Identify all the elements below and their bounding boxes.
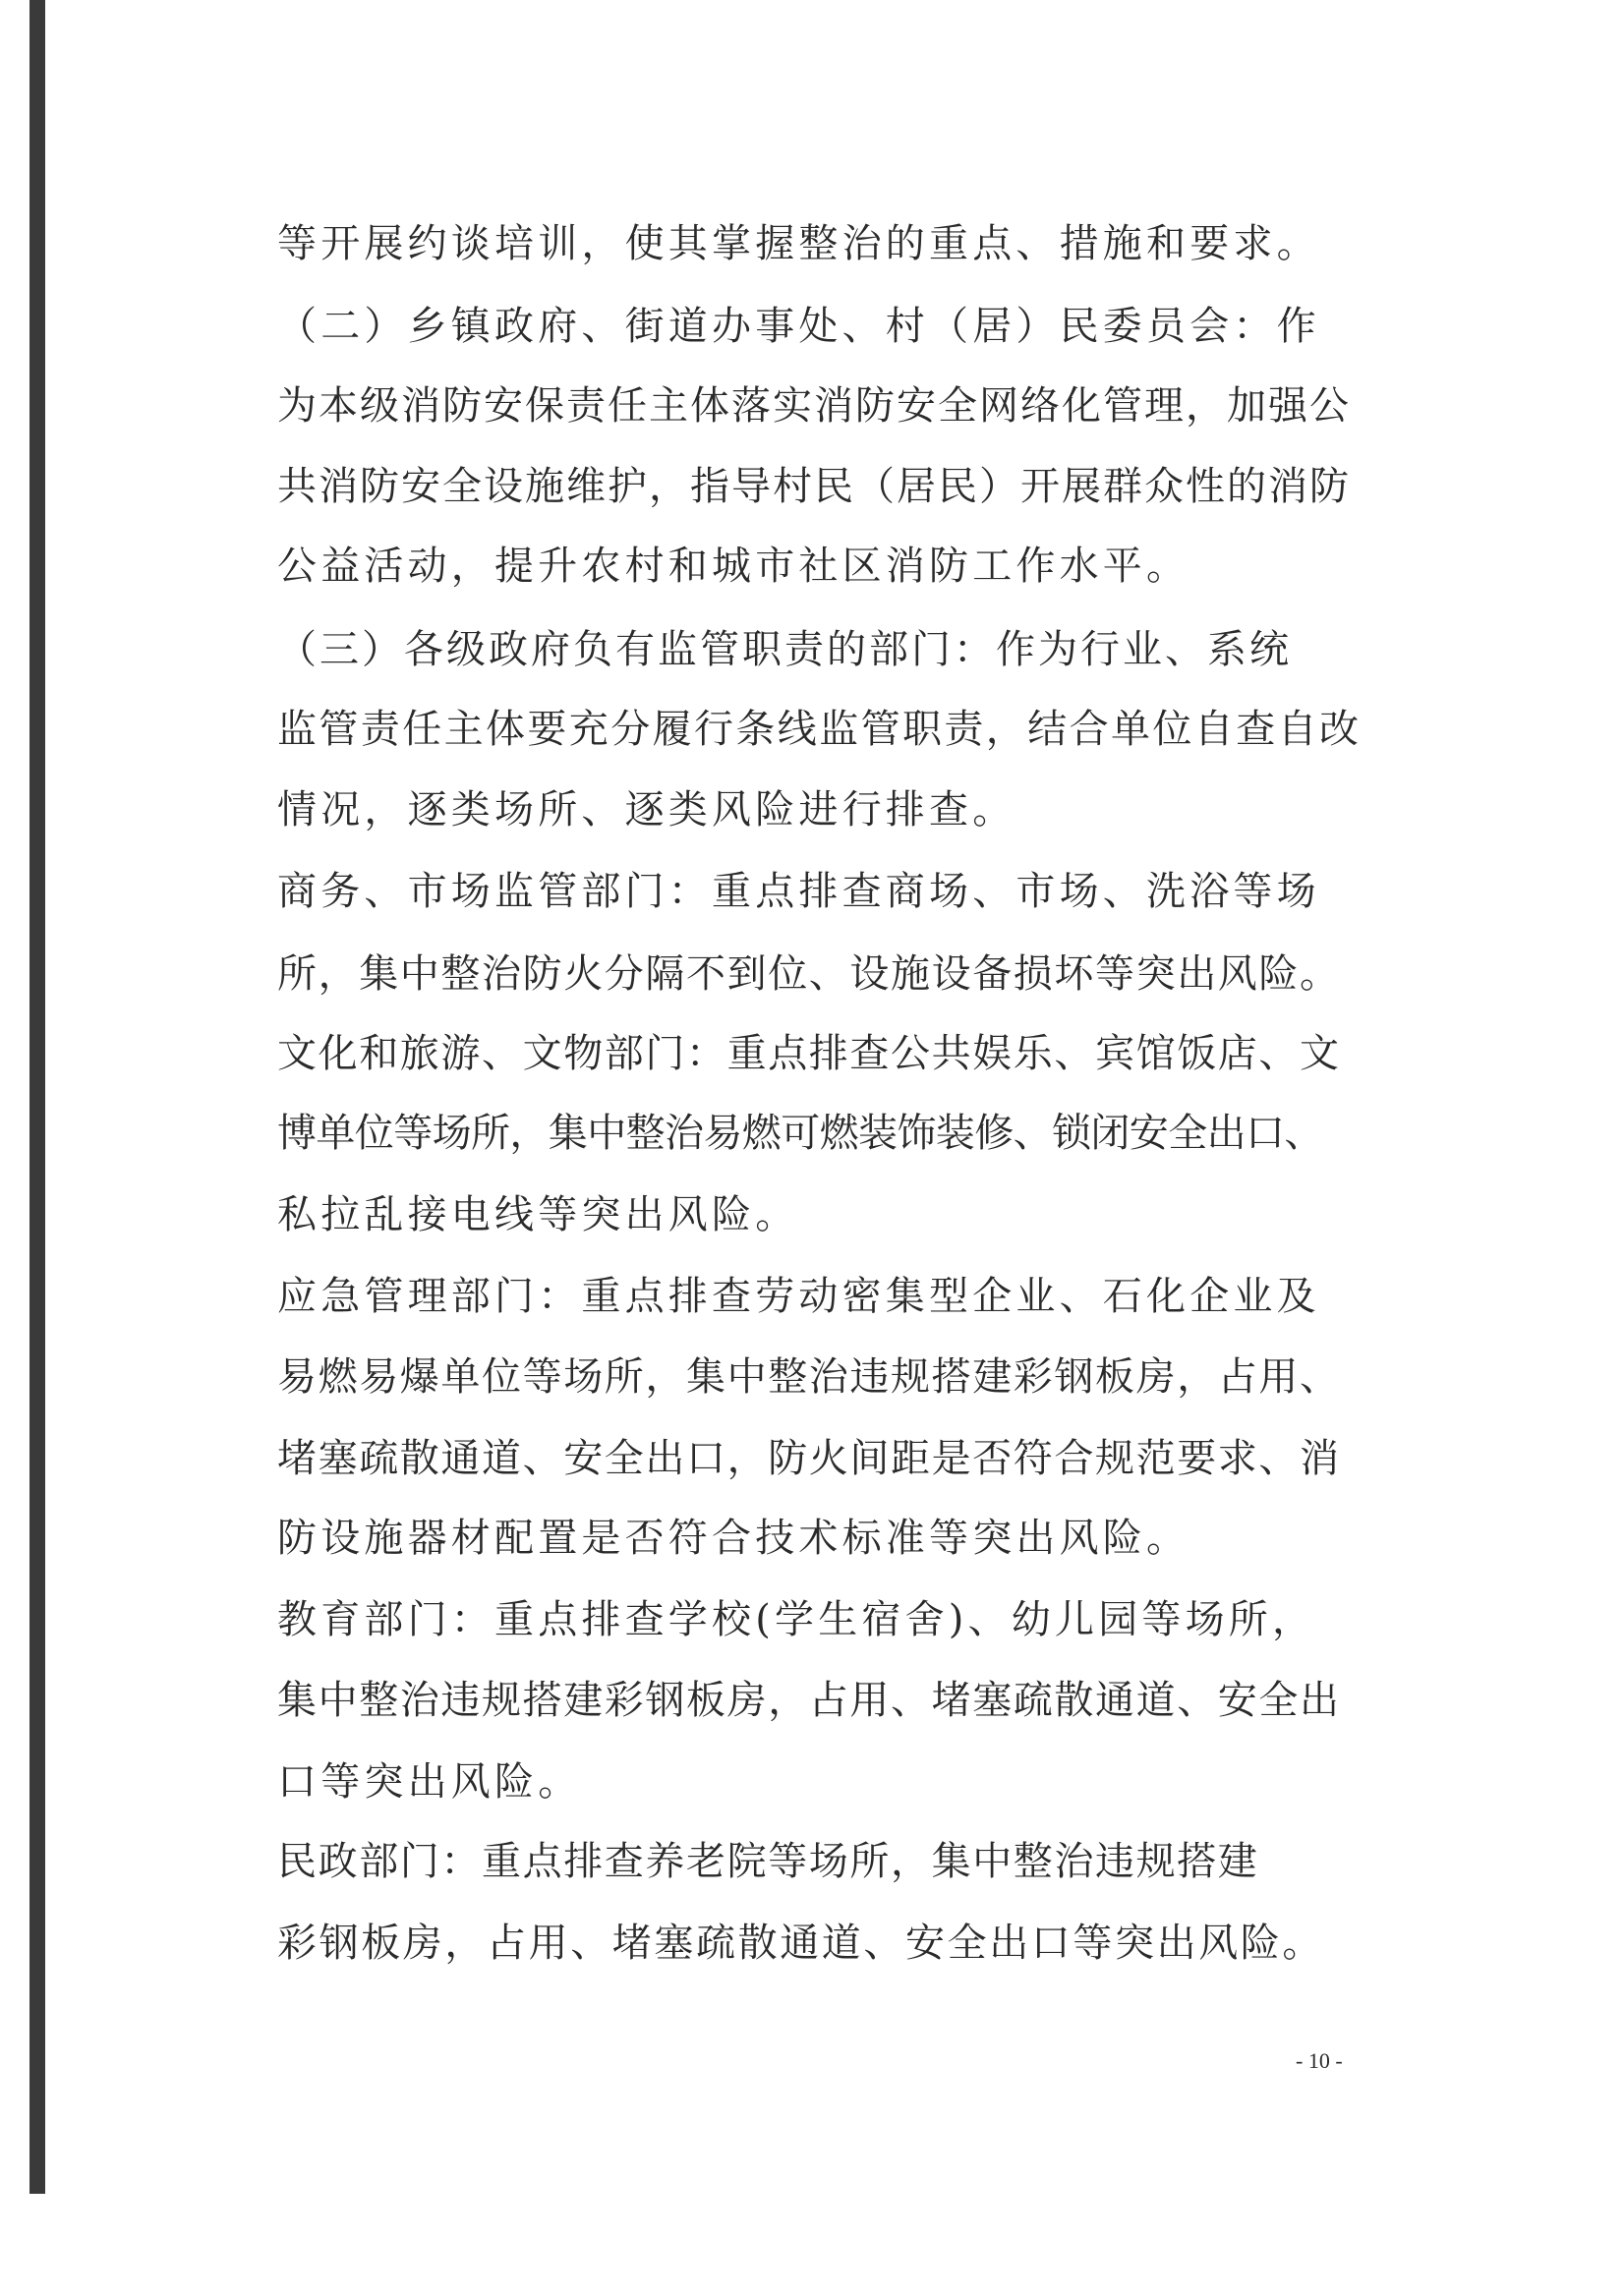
text-line: 公益活动，提升农村和城市社区消防工作水平。	[277, 544, 1190, 589]
scan-binding-edge	[29, 0, 45, 2194]
text-line: 博单位等场所，集中整治易燃可燃装饰装修、锁闭安全出口、	[277, 1111, 1323, 1156]
text-line: 共消防安全设施维护，指导村民（居民）开展群众性的消防	[277, 464, 1351, 509]
text-line: 情况，逐类场所、逐类风险进行排查。	[277, 787, 1016, 832]
text-line: 防设施器材配置是否符合技术标准等突出风险。	[277, 1516, 1190, 1561]
page-number: - 10 -	[1296, 2048, 1343, 2073]
text-line: （三）各级政府负有监管职责的部门：作为行业、系统	[277, 627, 1292, 672]
text-line: 监管责任主体要充分履行条线监管职责，结合单位自查自改	[277, 707, 1362, 752]
text-line: 商务、市场监管部门：重点排查商场、市场、洗浴等场	[277, 869, 1320, 914]
text-line: 集中整治违规搭建彩钢板房，占用、堵塞疏散通道、安全出	[277, 1678, 1341, 1723]
text-line: 教育部门：重点排查学校(学生宿舍)、幼儿园等场所，	[277, 1597, 1316, 1642]
text-line: 文化和旅游、文物部门：重点排查公共娱乐、宾馆饭店、文	[277, 1031, 1341, 1076]
text-line: 所，集中整治防火分隔不到位、设施设备损坏等突出风险。	[277, 951, 1341, 997]
text-line: 易燃易爆单位等场所，集中整治违规搭建彩钢板房，占用、	[277, 1354, 1341, 1400]
text-line: 民政部门：重点排查养老院等场所，集中整治违规搭建	[277, 1839, 1259, 1884]
text-line: 口等突出风险。	[277, 1759, 582, 1805]
text-line: 私拉乱接电线等突出风险。	[277, 1192, 799, 1237]
text-line: 堵塞疏散通道、安全出口，防火间距是否符合规范要求、消	[277, 1436, 1341, 1481]
text-line: 应急管理部门：重点排查劳动密集型企业、石化企业及	[277, 1274, 1320, 1319]
text-line: 等开展约谈培训，使其掌握整治的重点、措施和要求。	[277, 221, 1320, 266]
text-line: （二）乡镇政府、街道办事处、村（居）民委员会：作	[277, 304, 1320, 349]
text-line: 彩钢板房，占用、堵塞疏散通道、安全出口等突出风险。	[277, 1921, 1324, 1966]
text-line: 为本级消防安保责任主体落实消防安全网络化管理，加强公	[277, 383, 1351, 429]
